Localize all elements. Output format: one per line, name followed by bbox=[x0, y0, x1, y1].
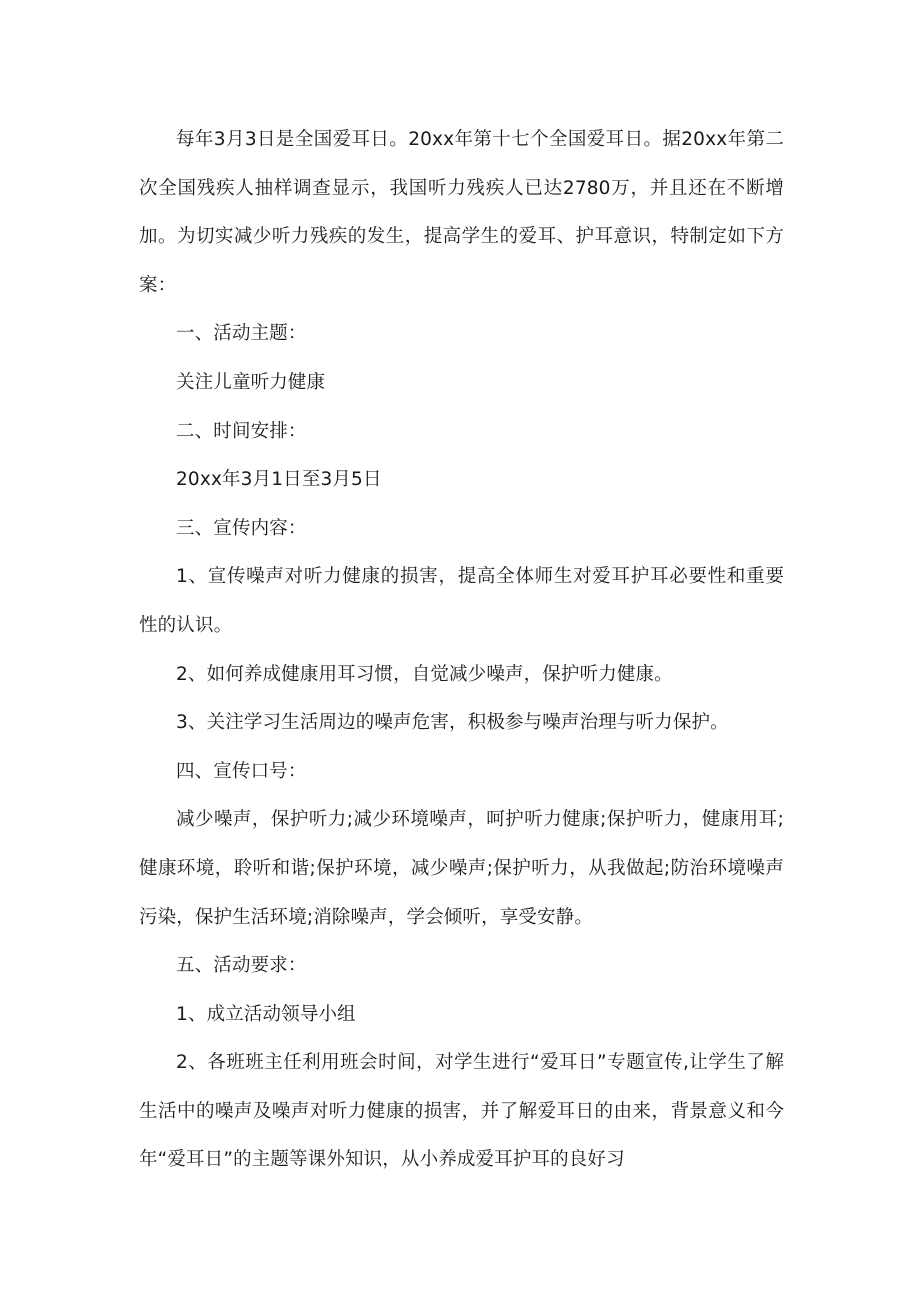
section-heading-content: 三、宣传内容： bbox=[176, 517, 307, 539]
requirement-item: 2、各班班主任利用班会时间，对学生进行“爱耳日”专题宣传,让学生了解生活中的噪声及噪声对听力健康的损害，并了解爱耳日的由来，背景意义和今年“爱耳日”的主题等课外知识，从小养成爱耳护耳的良好习 bbox=[139, 1052, 784, 1171]
schedule-text: 20xx年3月1日至3月5日 bbox=[176, 469, 382, 491]
content-item: 3、关注学习生活周边的噪声危害，积极参与噪声治理与听力保护。 bbox=[176, 712, 729, 734]
slogans-text: 减少噪声，保护听力;减少环境噪声，呵护听力健康;保护听力，健康用耳;健康环境，聆听和谐;保护环境，减少噪声;保护听力，从我做起;防治环境噪声污染，保护生活环境;消除噪声，学会倾听，享受安静。 bbox=[139, 809, 784, 928]
requirement-item: 1、成立活动领导小组 bbox=[176, 1003, 356, 1025]
theme-text: 关注儿童听力健康 bbox=[176, 371, 326, 393]
section-heading-slogans: 四、宣传口号： bbox=[176, 760, 307, 782]
content-item: 1、宣传噪声对听力健康的损害，提高全体师生对爱耳护耳必要性和重要性的认识。 bbox=[139, 566, 784, 636]
content-item: 2、如何养成健康用耳习惯，自觉减少噪声，保护听力健康。 bbox=[176, 663, 673, 685]
intro-paragraph: 每年3月3日是全国爱耳日。20xx年第十七个全国爱耳日。据20xx年第二次全国残疾人抽样调查显示，我国听力残疾人已达2780万，并且还在不断增加。为切实减少听力残疾的发生，提高学生的爱耳、护耳意识，特制定如下方案： bbox=[139, 129, 784, 296]
document-body bbox=[139, 116, 784, 1185]
section-heading-schedule: 二、时间安排： bbox=[176, 420, 307, 442]
section-heading-theme: 一、活动主题： bbox=[176, 323, 307, 345]
section-heading-requirements: 五、活动要求： bbox=[176, 955, 307, 977]
